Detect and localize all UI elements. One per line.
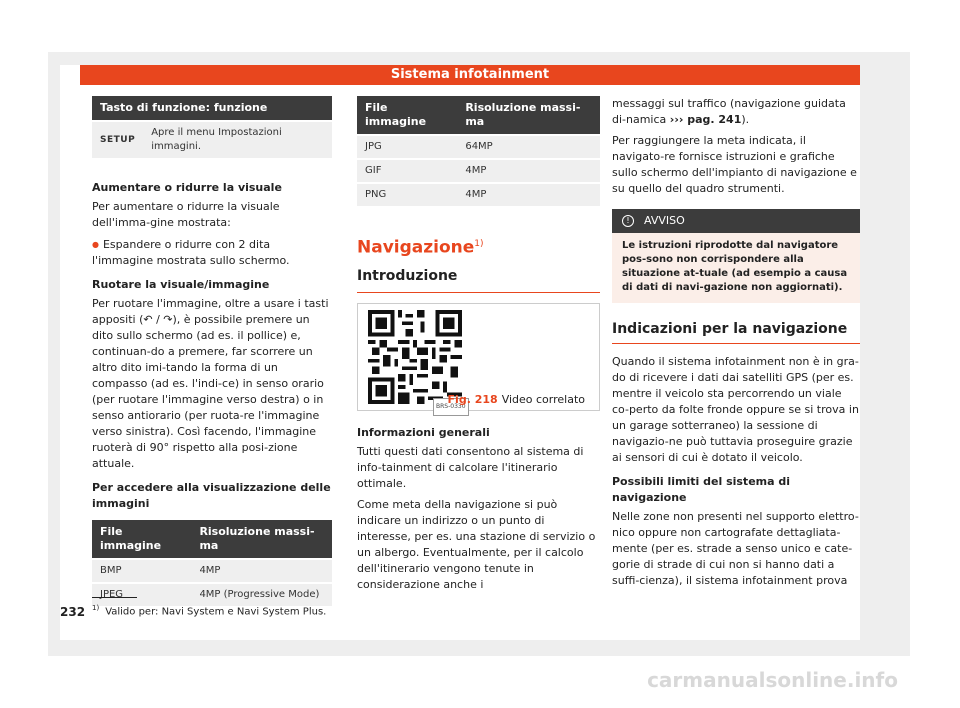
section-title: Indicazioni per la navigazione [612,321,860,344]
paragraph: Per ruotare l'immagine, oltre a usare i tasti appositi (↶ / ↷), è possibile premere un dito sullo schermo (ad es. il pollice) e, continuan-do a premere, far scorrere un altro dito imi-tando la forma di un compasso (ad es. l'indi-ce) in senso orario (per ruotare l'immagine verso destra) o in senso antiorario (per ruota-re l'immagine verso sinistra). Così facendo, l'immagine ruoterà di 90° rispetto alla posi-zione attuale. [92,297,329,470]
section-heading: Aumentare o ridurre la visuale [92,181,282,194]
paragraph: Per raggiungere la meta indicata, il navigato-re fornisce istruzioni e grafiche sullo schermo dell'impianto di navigazione e su quello del quadro strumenti. [612,134,857,195]
paragraph-text: messaggi sul traffico (navigazione guidata di-namica [612,97,846,126]
table-cell: BMP [92,559,191,583]
section-heading: Per accedere alla visualizzazione delle immagini [92,481,331,510]
warning-box [612,209,860,303]
table-row [357,135,600,159]
image-file-table [92,520,332,606]
chapter-title [357,236,600,256]
section-heading: Possibili limiti del sistema di navigazione [612,475,791,504]
footnote [92,604,326,617]
table-header: Risoluzione massi-ma [191,520,332,559]
watermark: carmanualsonline.info [647,668,898,692]
warning-header [612,209,860,233]
figure-code: BRS-0330 [433,398,469,416]
table-cell: 4MP [191,559,332,583]
table-cell: 64MP [457,135,600,159]
section-heading: Informazioni generali [357,425,490,439]
table-header: Risoluzione massi-ma [457,96,600,135]
paragraph-text: ). [741,113,750,126]
table-cell: Apre il menu Impostazioni immagini. [143,121,332,158]
paragraph: Per aumentare o ridurre la visuale dell'imma-gine mostrata: [92,200,280,229]
bullet-icon [92,238,103,251]
footnote-text: Valido per: Navi System e Navi System Plus. [105,606,327,618]
paragraph: Nelle zone non presenti nel supporto elettro-nico oppure non cartografate dettagliata-mente (per es. strade a senso unico e cate-gorie di strade di cui non si hanno dati a suffi-cienza), il sistema infotainment prova [612,510,859,587]
image-file-table-continued [357,96,600,206]
column-2 [357,96,600,593]
paragraph [612,96,860,128]
column-3 [612,96,860,589]
column-1 [92,96,332,606]
figure-box [357,303,600,411]
table-cell: 4MP [457,183,600,206]
table-cell: JPG [357,135,457,159]
section-heading: Ruotare la visuale/immagine [92,278,270,291]
section-title: Introduzione [357,268,600,293]
paragraph: Tutti questi dati consentono al sistema di info-tainment di calcolare l'itinerario ottimale. [357,444,584,490]
table-header: File immagine [357,96,457,135]
figure-caption [448,392,585,408]
table-row [92,121,332,158]
warning-title: AVVISO [644,214,685,227]
bullet-text: Espandere o ridurre con 2 dita l'immagine mostrata sullo schermo. [92,238,290,267]
function-key-table [92,96,332,158]
figure-number: Fig. 218 [447,392,498,406]
footnote-mark: 1) [92,604,100,612]
info-icon: ! [622,215,634,227]
figure-caption-text: Video correlato [501,392,585,406]
table-header: File immagine [92,520,191,559]
table-cell: JPEG [92,583,191,606]
paragraph: Come meta della navigazione si può indicare un indirizzo o un punto di interesse, per es. una stazione di servizio o un albergo. Eventualmente, per il calcolo dell'itinerario vengono tenute in considerazione anche i [357,497,596,591]
table-row [357,183,600,206]
footnote-ref: 1) [474,239,484,249]
table-cell: PNG [357,183,457,206]
bullet-item [92,237,332,269]
table-cell: 4MP [457,159,600,183]
page-reference-link[interactable]: ››› pag. 241 [669,113,742,126]
page-number: 232 [60,605,86,619]
table-row [92,583,332,606]
chapter-title-text: Navigazione [357,237,475,258]
paragraph: Quando il sistema infotainment non è in gra-do di ricevere i dati dai satelliti GPS (per es. mentre il veicolo sta percorrendo un viale co-perto da folte fronde oppure se si trova in un garage sotterraneo) la sessione di navigazio-ne può tuttavia proseguire grazie ai sensori di cui è dotato il veicolo. [612,355,859,464]
table-cell: SETUP [92,121,143,158]
qr-code-icon[interactable] [368,310,462,404]
footnote-divider [92,597,137,598]
table-cell: GIF [357,159,457,183]
table-header: Tasto di funzione: funzione [92,96,332,121]
table-cell: 4MP (Progressive Mode) [191,583,332,606]
page-header: Sistema infotainment [80,65,860,85]
warning-text: Le istruzioni riprodotte dal navigatore pos-sono non corrispondere alla situazione at-tuale (ad esempio a causa di dati di navi-gazione non aggiornati). [622,240,848,293]
table-row [357,159,600,183]
table-row [92,559,332,583]
